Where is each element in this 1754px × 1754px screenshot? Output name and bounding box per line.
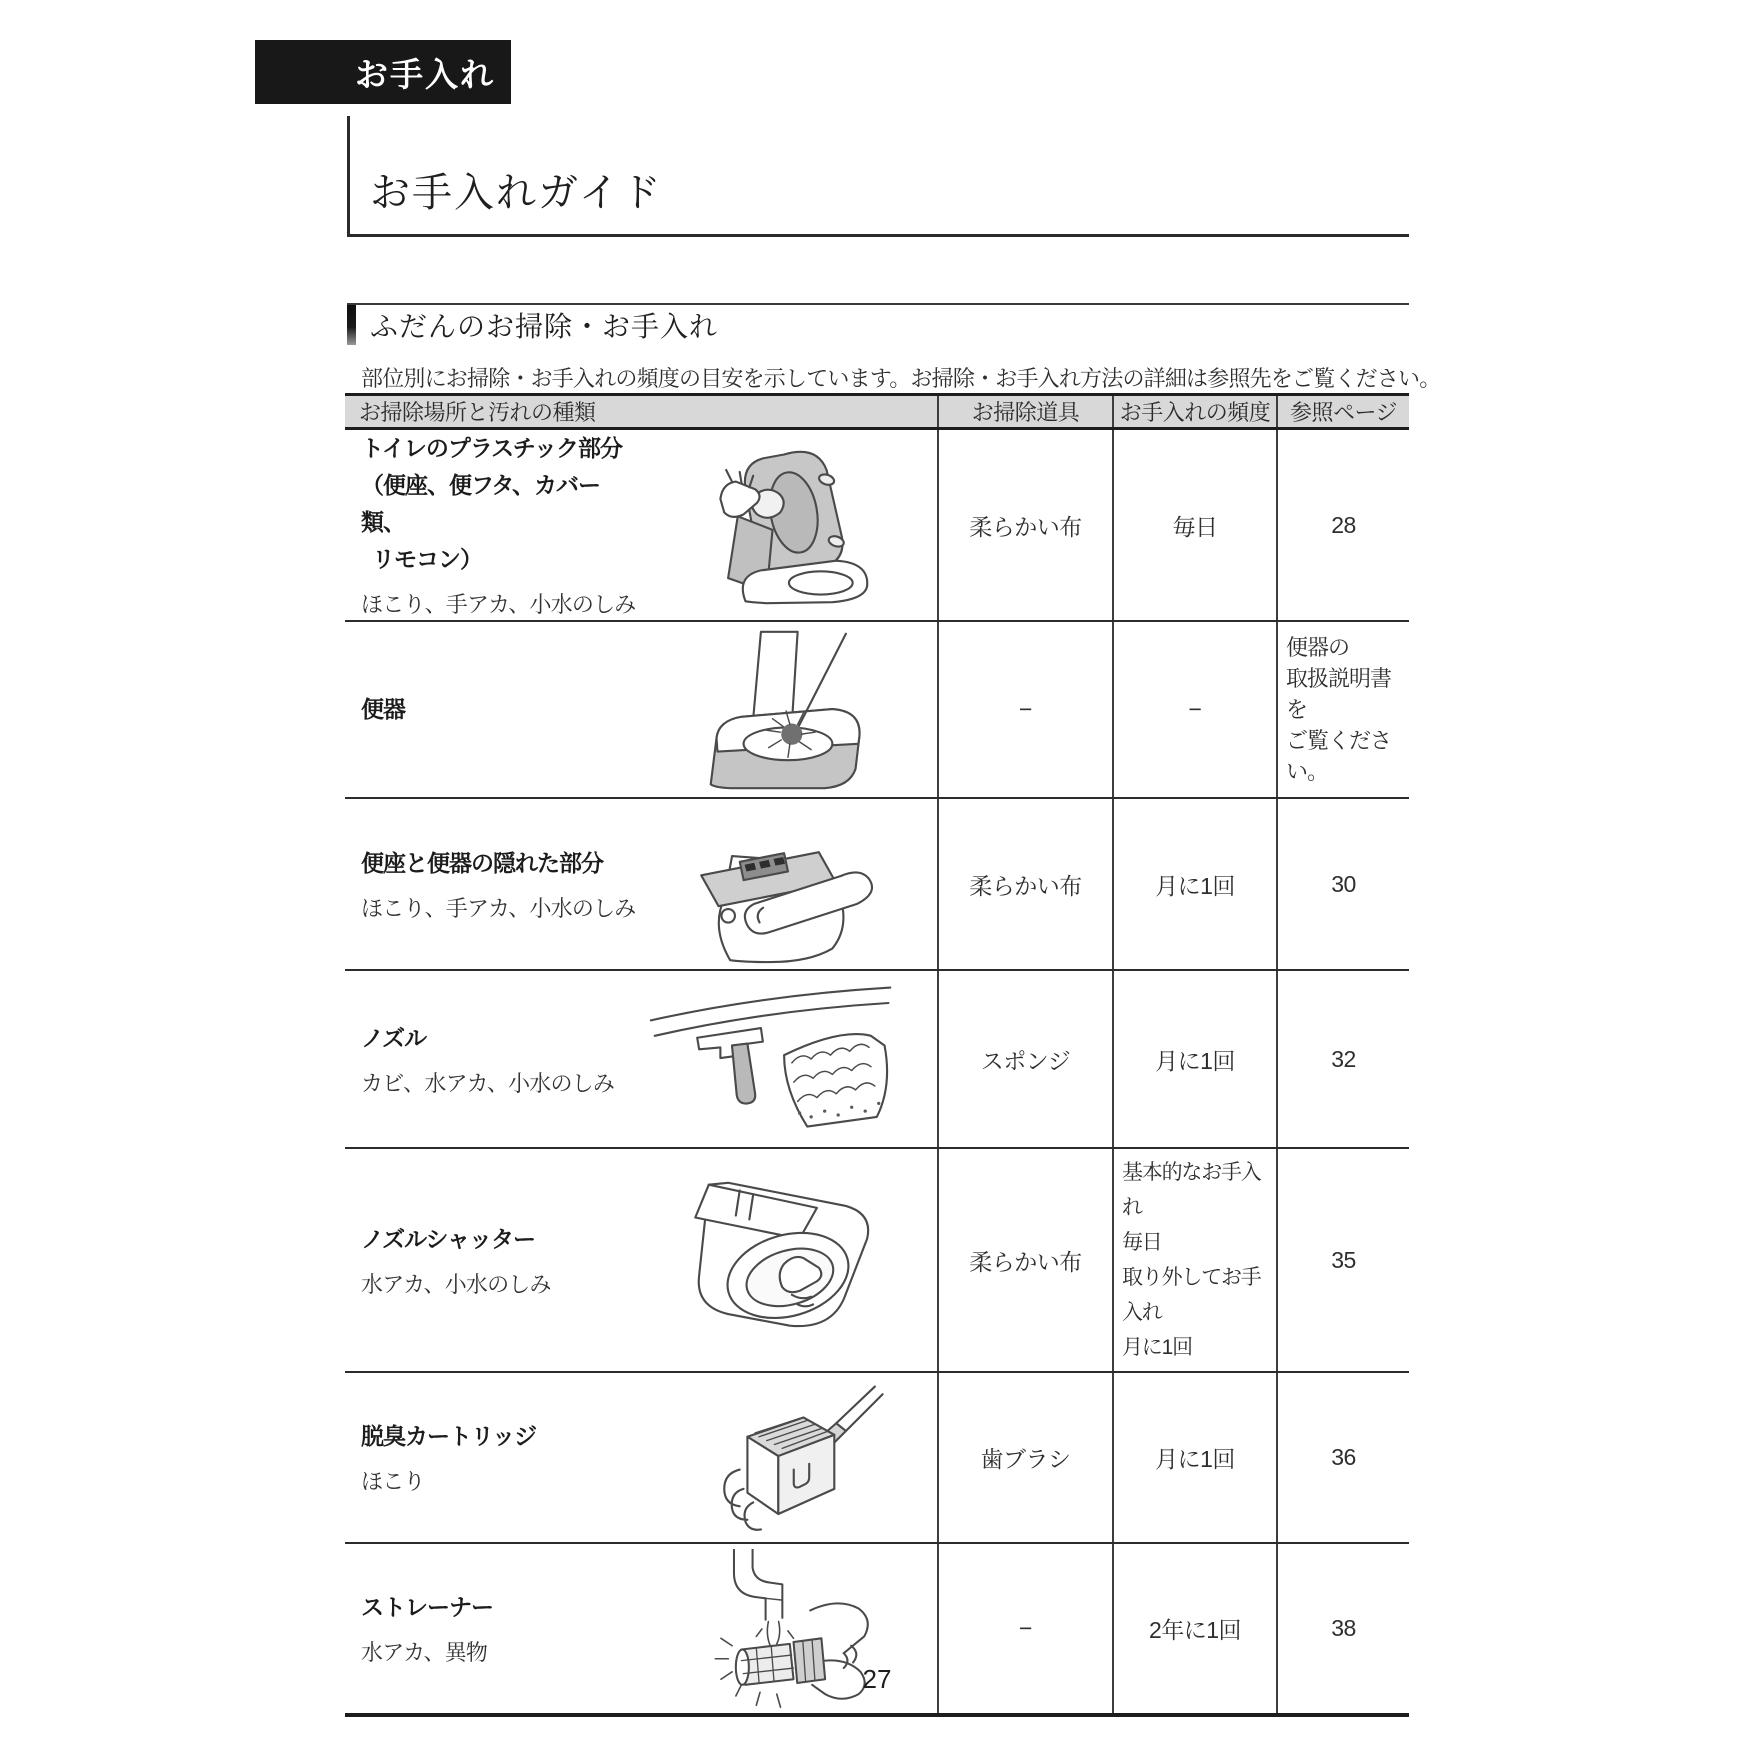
ref-page-cell [1277,621,1409,798]
dirt-types: カビ、水アカ、小水のしみ [361,1070,615,1096]
ref-page-cell: 35 [1277,1148,1409,1372]
col-header-place: お掃除場所と汚れの種類 [345,395,938,429]
place-cell [345,621,938,798]
col-header-frequency: お手入れの頻度 [1113,395,1277,429]
illustration-toilet-open-lid-wiping [637,442,937,608]
tool-cell: − [938,621,1113,798]
table-row [345,1148,1409,1372]
place-name: 便器 [361,696,405,722]
frequency-cell: 月に1回 [1113,1372,1277,1543]
section-heading [347,303,1409,351]
table-row [345,429,1409,622]
place-name: ノズルシャッター [361,1225,536,1252]
dirt-types: ほこり、手アカ、小水のしみ [361,895,636,921]
tool-cell: スポンジ [938,970,1113,1148]
ref-page-cell: 30 [1277,798,1409,970]
place-name: ストレーナー [361,1594,493,1620]
tool-cell: − [938,1543,1113,1715]
illustration-seat-lifted-hidden-area [637,804,937,964]
place-name: ノズル [361,1024,427,1051]
dirt-types: 水アカ、小水のしみ [361,1271,551,1297]
place-cell [345,970,938,1148]
illustration-nozzle-shutter-wiping [637,1180,937,1340]
illustration-cartridge-toothbrush [637,1379,937,1537]
place-name: トイレのプラスチック部分 （便座、便フタ、カバー類、 リモコン） [361,435,623,572]
place-cell [345,1148,938,1372]
table-row [345,798,1409,970]
page-title: お手入れガイド [370,171,663,215]
ref-note: 便器の 取扱説明書を ご覧ください。 [1286,635,1392,784]
illustration-nozzle-sponge [637,979,937,1139]
table-row [345,970,1409,1148]
section-heading-bar [347,305,356,345]
tool-cell: 柔らかい布 [938,429,1113,622]
place-name: 便座と便器の隠れた部分 [361,849,603,876]
dirt-types: ほこり、手アカ、小水のしみ [361,592,636,617]
ref-page-cell: 28 [1277,429,1409,622]
intro-text: 部位別にお掃除・お手入れの頻度の目安を示しています。お掃除・お手入れ方法の詳細は参照先をご覧ください。 [361,366,1441,391]
table-header-row [345,395,1409,429]
frequency-cell: 月に1回 [1113,798,1277,970]
ref-page-cell: 38 [1277,1543,1409,1715]
col-header-tool: お掃除道具 [938,395,1113,429]
care-tab-badge [255,40,511,104]
care-tab-label: お手入れ [355,55,495,93]
col-header-ref-page: 参照ページ [1277,395,1409,429]
dirt-types: 水アカ、異物 [361,1640,488,1665]
cleaning-guide-table [345,393,1409,1717]
place-cell [345,429,938,622]
table-row [345,1372,1409,1543]
place-name: 脱臭カートリッジ [361,1423,537,1449]
frequency-cell [1113,1148,1277,1372]
title-block [347,116,1409,237]
place-cell [345,1372,938,1543]
tool-cell: 柔らかい布 [938,798,1113,970]
illustration-toilet-bowl-brush [637,627,937,793]
tool-cell: 歯ブラシ [938,1372,1113,1543]
table-row [345,621,1409,798]
frequency-cell: − [1113,621,1277,798]
place-cell [345,798,938,970]
ref-page-cell: 36 [1277,1372,1409,1543]
frequency-cell: 2年に1回 [1113,1543,1277,1715]
frequency-details: 基本的なお手入れ 毎日 取り外してお手入れ 月に1回 [1122,1161,1261,1359]
ref-page-cell: 32 [1277,970,1409,1148]
section-heading-label: ふだんのお掃除・お手入れ [370,311,719,342]
page-number: 27 [862,1664,892,1694]
dirt-types: ほこり [361,1469,425,1494]
frequency-cell: 毎日 [1113,429,1277,622]
tool-cell: 柔らかい布 [938,1148,1113,1372]
frequency-cell: 月に1回 [1113,970,1277,1148]
